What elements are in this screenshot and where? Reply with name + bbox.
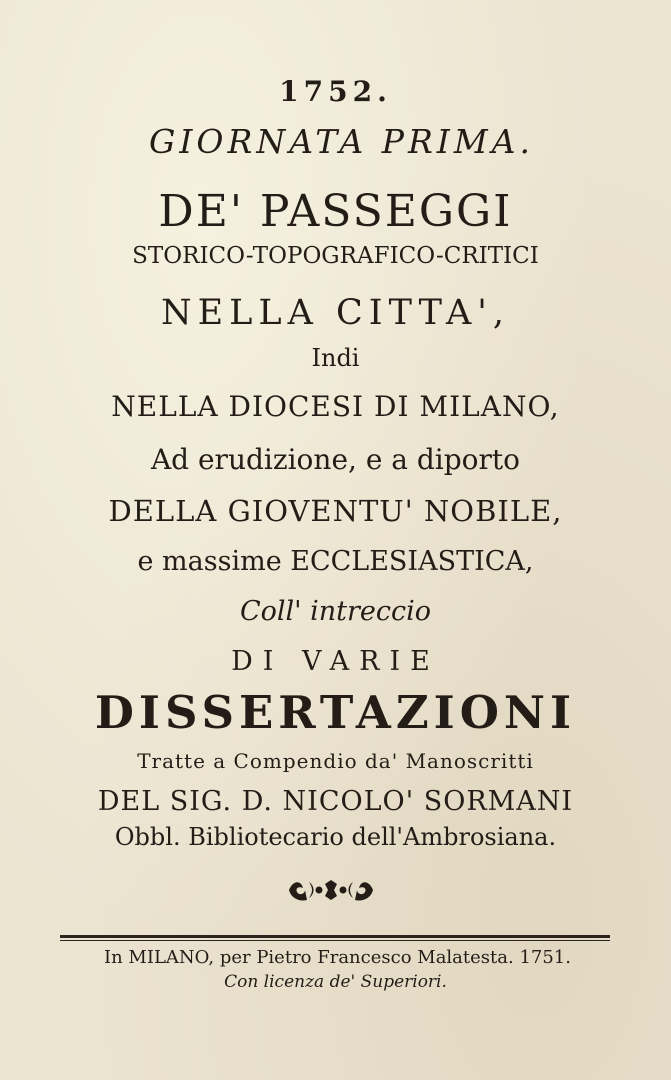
gioventu-line: DELLA GIOVENTU' NOBILE, — [108, 494, 563, 528]
printer-fleuron-ornament-icon — [285, 876, 377, 904]
massime-line: e massime ECCLESIASTICA, — [137, 546, 534, 577]
subtitle: STORICO-TOPOGRAFICO-CRITICI — [132, 243, 539, 269]
intreccio-line: Coll' intreccio — [239, 596, 432, 627]
erudizione-line: Ad erudizione, e a diporto — [150, 443, 521, 476]
tratte-line: Tratte a Compendio da' Manoscritti — [137, 749, 534, 773]
imprint-line: In MILANO, per Pietro Francesco Malatesta. 1751. — [104, 947, 571, 968]
nella-citta-line: NELLA CITTA', — [160, 293, 511, 333]
imprint-rule — [60, 935, 610, 938]
di-varie-line: DI VARIE — [231, 646, 440, 677]
licenza-line: Con licenza de' Superiori. — [224, 972, 447, 992]
giornata-heading: GIORNATA PRIMA. — [149, 122, 534, 161]
indi-line: Indi — [311, 344, 360, 372]
diocesi-line: NELLA DIOCESI DI MILANO, — [111, 390, 560, 423]
author-role-line: Obbl. Bibliotecario dell'Ambrosiana. — [114, 823, 557, 851]
imprint-rule-thin — [60, 940, 610, 941]
main-title: DE' PASSEGGI — [158, 186, 513, 237]
dissertazioni-heading: DISSERTAZIONI — [94, 686, 577, 739]
author-line: DEL SIG. D. NICOLO' SORMANI — [97, 786, 574, 817]
year-heading: 1752. — [279, 75, 392, 108]
